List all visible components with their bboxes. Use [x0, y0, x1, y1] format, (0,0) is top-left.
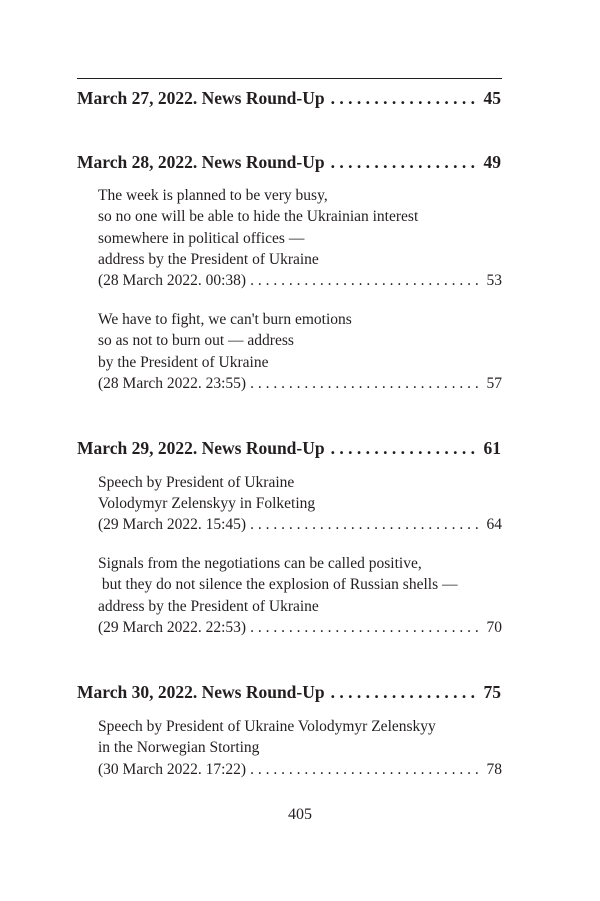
heading-title: March 30, 2022. News Round-Up — [77, 682, 325, 702]
entry-text-line: Signals from the negotiations can be called positive, — [98, 555, 422, 572]
entry-page-number: 78 — [486, 761, 502, 778]
entry-text-line: address by the President of Ukraine — [98, 251, 319, 268]
entry-last-line — [98, 272, 502, 290]
entry-text-line: We have to fight, we can't burn emotions — [98, 311, 352, 328]
page-number-footer: 405 — [288, 806, 312, 823]
entry-date: (29 March 2022. 22:53) — [98, 619, 247, 636]
entry-date: (30 March 2022. 17:22) — [98, 761, 247, 778]
heading-title: March 29, 2022. News Round-Up — [77, 438, 325, 458]
toc-heading-march-28 — [77, 152, 501, 173]
dot-leader — [250, 375, 480, 393]
dot-leader — [250, 761, 480, 779]
entry-text-line: address by the President of Ukraine — [98, 598, 319, 615]
entry-date: (28 March 2022. 00:38) — [98, 272, 247, 289]
entry-page-number: 57 — [486, 375, 502, 392]
dot-leader — [331, 88, 476, 109]
entry-text-line: by the President of Ukraine — [98, 354, 269, 371]
dot-leader — [331, 682, 476, 703]
dot-leader — [250, 516, 480, 534]
entry-date: (28 March 2022. 23:55) — [98, 375, 247, 392]
heading-page-number: 75 — [483, 682, 501, 702]
dot-leader — [331, 438, 476, 459]
entry-text-line: so no one will be able to hide the Ukrainian interest — [98, 208, 419, 225]
entry-text-line: Speech by President of Ukraine — [98, 474, 295, 491]
entry-last-line — [98, 619, 502, 637]
entry-page-number: 64 — [486, 516, 502, 533]
entry-last-line — [98, 516, 502, 534]
entry-page-number: 70 — [486, 619, 502, 636]
entry-text-line: but they do not silence the explosion of Russian shells — — [98, 576, 458, 593]
heading-title: March 28, 2022. News Round-Up — [77, 152, 325, 172]
heading-page-number: 45 — [483, 88, 501, 108]
dot-leader — [331, 152, 476, 173]
entry-page-number: 53 — [486, 272, 502, 289]
entry-text-line: somewhere in political offices — — [98, 230, 305, 247]
heading-title: March 27, 2022. News Round-Up — [77, 88, 325, 108]
entry-date: (29 March 2022. 15:45) — [98, 516, 247, 533]
entry-last-line — [98, 375, 502, 393]
heading-page-number: 49 — [483, 152, 501, 172]
entry-text-line: in the Norwegian Storting — [98, 739, 260, 756]
entry-text-line: so as not to burn out — address — [98, 332, 294, 349]
entry-text-line: The week is planned to be very busy, — [98, 187, 328, 204]
entry-text-line: Speech by President of Ukraine Volodymyr Zelenskyy — [98, 718, 436, 735]
toc-heading-march-27 — [77, 88, 501, 109]
top-rule — [77, 78, 502, 79]
dot-leader — [250, 619, 480, 637]
entry-last-line — [98, 761, 502, 779]
toc-heading-march-29 — [77, 438, 501, 459]
entry-text-line: Volodymyr Zelenskyy in Folketing — [98, 495, 316, 512]
heading-page-number: 61 — [483, 438, 501, 458]
toc-heading-march-30 — [77, 682, 501, 703]
dot-leader — [250, 272, 480, 290]
